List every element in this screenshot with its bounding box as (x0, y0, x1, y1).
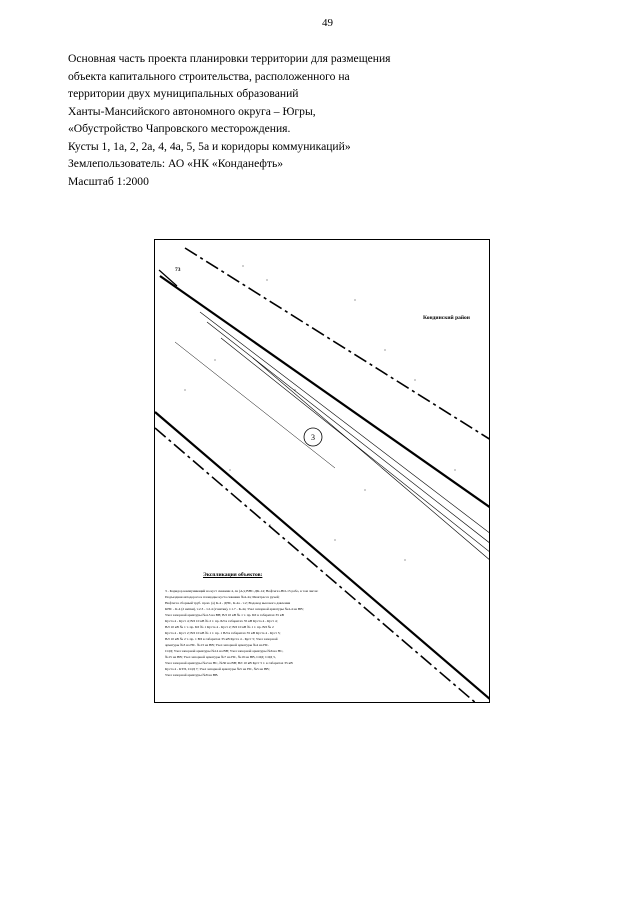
communication-line (207, 322, 490, 544)
legend-line: Узел запорной арматуры №8 на ВВ. (165, 673, 219, 677)
legend-line: Подъездная автодорога к площадке куста скважин №4-4а; Межтрасса ручей; (165, 595, 280, 599)
document-header (68, 50, 468, 190)
communication-line (253, 358, 490, 561)
header-line: территории двух муниципальных образований (68, 87, 299, 100)
legend-line: Куста 4 - Куст 4; ВЛ 10 кВ № 2 т. пр. БЛ в габаритах 35 кВ Куста 4 - Куст 4; (165, 619, 278, 623)
legend-line: КНС - К-4 (2 нитки), т.2.3 - т.2.4 (2 нитки), т.1.7 - К-4а; Узел запорной арматуры №4-4 на ВВ; (165, 607, 304, 611)
legend-line: СОД; Узел запорной арматуры №14 на ВВ; Узел запорной арматуры №6 на НС, (165, 649, 284, 653)
legend-line: Куста 4 - КТП, СОД 7; Узел запорной арматуры №5 на НС, №5 на ВВ; (165, 667, 270, 671)
header-line: Кусты 1, 1а, 2, 2а, 4, 4а, 5, 5а и коридоры коммуникаций» (68, 139, 351, 153)
legend-title: Экспликация объектов: (203, 572, 263, 578)
dashed-boundary-upper (185, 248, 490, 440)
header-line: объекта капитального строительства, расположенного на (68, 69, 350, 83)
header-line: «Обустройство Чапровского месторождения. (68, 122, 291, 135)
legend-line: Нефтегаз сборный труб. проп. (а) К-4 - ДНС, К-4а - т.2; Водовод высокого давления (165, 601, 291, 605)
survey-points (185, 266, 456, 561)
corridor-boundary-upper (160, 276, 490, 508)
legend-line: ВЛ 10 кВ № 1 т. пр. БЛ № 1 Куста 4 - Куст 2; ВЛ 10 кВ № 1 т. пр. ВЛ № 2 (165, 625, 274, 629)
legend-line: арматуры №3 на НС. №13 на ВВ; Узел запорной арматуры №4 на НС. (165, 643, 270, 647)
legend-line: Куста 4 - Куст 2; ВЛ 10 кВ № 1 т. пр. 1 ВЛ в габаритах 35 кВ Куста 4 - Куст 5; (165, 631, 281, 635)
communication-line (200, 312, 490, 534)
object-marker-label: 3 (311, 433, 315, 442)
corner-point-number: 73 (175, 267, 181, 273)
legend-line: Узел запорной арматуры №4-5 на ВВ; ВЛ 10 кВ № 1 т. пр. БЛ в габаритах 35 кВ (165, 613, 284, 617)
header-line: Землепользователь: АО «НК «Конданефть» (68, 157, 284, 170)
legend (165, 588, 397, 678)
planning-map (154, 239, 490, 703)
legend-line: ВЛ 10 кВ № 2 т. пр. 1 ВЛ в габаритах 35 кВ Куста 4 - Куст 5; Узел запорной (165, 637, 278, 641)
legend-line: 3 - Коридор коммуникаций на куст скважин 4, 4а (А/д ВНС-ДК-14; Нефтегаз-НО-15 рабо, в том числе: (165, 589, 319, 593)
legend-line: №15 на ВВ; Узел запорной арматуры №7 на НС, №19 на ВВ, СОД; СОД 5, (165, 655, 276, 659)
header-line: Основная часть проекта планировки территории для размещения (68, 52, 391, 65)
legend-line: Узел запорной арматуры №2 на НС, №30 на ВВ; ВЛ 10 кВ Куст 5 т. в габаритах 35 кВ (165, 661, 293, 665)
district-label: Кондинский район (423, 315, 470, 321)
header-line: Ханты-Мансийского автономного округа – Югры, (68, 104, 316, 118)
page-number: 49 (322, 17, 333, 29)
scale-line: Масштаб 1:2000 (68, 174, 149, 188)
